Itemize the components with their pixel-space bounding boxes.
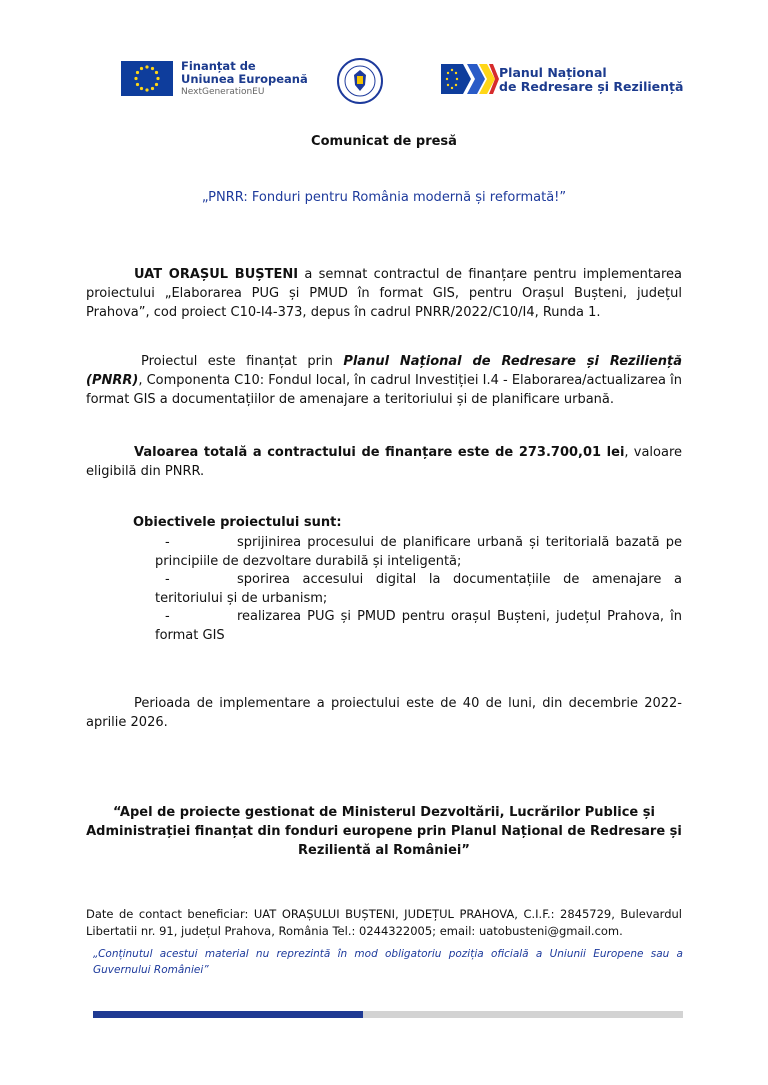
eu-flag-logo: [121, 61, 173, 96]
list-item: - sporirea accesului digital la documentațiile de amenajare a teritoriului și de urbanism;: [155, 572, 682, 606]
romanian-government-seal-icon: [336, 57, 384, 105]
footer-bar-accent: [93, 1011, 363, 1018]
paragraph-period: Perioada de implementare a proiectului este de 40 de luni, din decembrie 2022- aprilie 2026.: [86, 696, 682, 730]
slogan: „PNRR: Fonduri pentru România modernă și reformată!”: [201, 190, 567, 205]
eu-funding-label: Finanțat de Uniunea Europeană NextGenerationEU: [181, 59, 308, 97]
list-item: - sprijinirea procesului de planificare urbană și teritorială bazată pe principiile de dezvoltare durabilă și inteligentă;: [155, 535, 682, 569]
paragraph-financing: Proiectul este finanțat prin Planul Național de Redresare și Reziliență (PNRR), Componenta C10: Fondul local, în cadrul Investiției I.4 - Elaborarea/actualizarea în format GIS a documentațiilor de amenajare a teritoriului și de planificare urbană.: [86, 354, 683, 407]
call-statement: “Apel de proiecte gestionat de Ministerul Dezvoltării, Lucrărilor Publice și Administrației finanțat din fonduri europene prin Planul Național de Redresare și Rezilientă al României”: [86, 805, 682, 858]
beneficiary-name: UAT ORAȘUL BUȘTENI: [134, 267, 299, 282]
contact-info: Date de contact beneficiar: UAT ORAȘULUI BUȘTENI, JUDEȚUL PRAHOVA, C.I.F.: 2845729, Bulevardul Libertatii nr. 91, județul Prahova, România Tel.: 0244322005; email: uatobusteni@gmail.com.: [86, 907, 682, 938]
pnrr-label: Planul Național de Redresare și Reziliență: [499, 65, 684, 94]
contract-value: Valoarea totală a contractului de finanțare este de 273.700,01 lei: [134, 445, 625, 460]
paragraph-value: Valoarea totală a contractului de finanțare este de 273.700,01 lei, valoare eligibilă din PNRR.: [86, 445, 682, 479]
list-item: - realizarea PUG și PMUD pentru orașul Bușteni, județul Prahova, în format GIS: [155, 609, 682, 643]
footer-bar: [93, 1011, 683, 1018]
paragraph-contract: UAT ORAȘUL BUȘTENI a semnat contractul de finanțare pentru implementarea proiectului „Elaborarea PUG și PMUD în format GIS, pentru Orașul Bușteni, județul Prahova”, cod proiect C10-I4-373, depus în cadrul PNRR/2022/C10/I4, Runda 1.: [86, 267, 682, 320]
pnrr-emphasis: Planul Național de Redresare și Reziliență (PNRR): [86, 354, 683, 388]
pnrr-flag-logo: [441, 64, 499, 94]
page-title: Comunicat de presă: [311, 134, 457, 149]
objectives-heading: Obiectivele proiectului sunt:: [133, 515, 342, 530]
disclaimer: „Conținutul acestui material nu reprezintă în mod obligatoriu poziția oficială a Uniunii Europene sau a Guvernului României”: [93, 948, 683, 976]
